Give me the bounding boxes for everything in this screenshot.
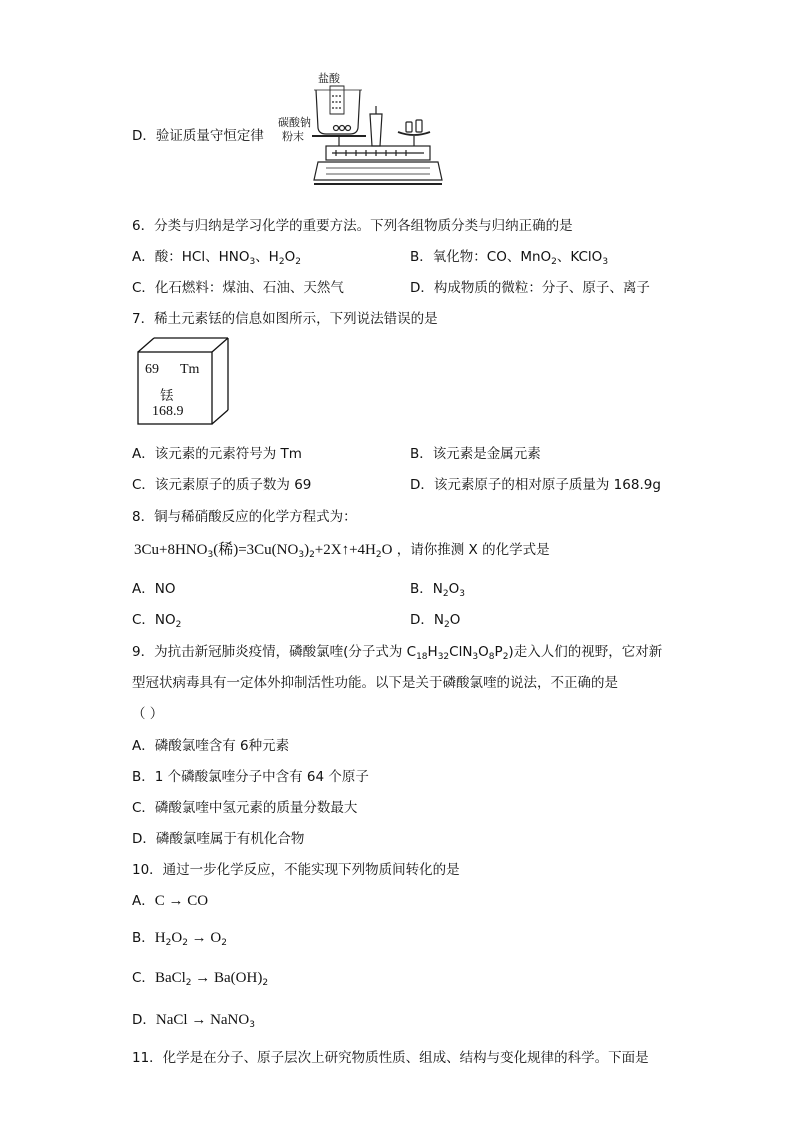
balance-figure <box>306 84 446 190</box>
q6-option-b <box>410 245 608 267</box>
sub: 3 <box>472 652 479 662</box>
q9-text: ClN <box>449 644 473 660</box>
q9-option-d: D．磷酸氯喹属于有机化合物 <box>132 831 305 847</box>
sub: 3 <box>298 550 305 560</box>
q9-text: H <box>427 644 438 660</box>
eq-part: 3Cu+8HNO <box>134 542 208 558</box>
sub: 3 <box>459 589 465 599</box>
q10-option-d <box>132 1008 255 1030</box>
opt-text: O <box>449 612 461 628</box>
q5-option-d: D．验证质量守恒定律 <box>132 128 264 144</box>
opt-expr: NaCl → NaNO <box>155 1012 250 1028</box>
opt-text: C．NO <box>132 612 176 628</box>
q7-option-d: D．该元素原子的相对原子质量为 168.9g <box>410 477 661 493</box>
opt-label: B． <box>132 930 155 946</box>
fig-label-powder-1: 碳酸钠 <box>278 116 311 129</box>
q8-stem: 8．铜与稀硝酸反应的化学方程式为： <box>132 509 357 525</box>
q6-b-text: B．氧化物：CO、MnO <box>410 249 552 265</box>
q9-stem-line3: （ ） <box>132 706 164 722</box>
q9-text: O <box>478 644 489 660</box>
sub: 2 <box>175 620 182 630</box>
q6-option-d: D．构成物质的微粒：分子、原子、离子 <box>410 280 650 296</box>
q9-option-c: C．磷酸氯喹中氢元素的质量分数最大 <box>132 800 358 816</box>
sub: 2 <box>262 978 269 988</box>
element-symbol: Tm <box>180 362 200 377</box>
q9-stem-line1 <box>132 640 662 662</box>
q6-a-text: A．酸：HCl、HNO <box>132 249 250 265</box>
opt-label: A． <box>132 893 155 909</box>
opt-text: D．N <box>410 612 444 628</box>
opt-expr: → Ba(OH) <box>191 970 263 986</box>
sub: 2 <box>309 550 315 560</box>
q10-option-c <box>132 966 268 988</box>
q10-option-a <box>132 889 208 910</box>
eq-part: +2X↑+4H <box>314 542 376 558</box>
q6-b-text: 、KClO <box>556 249 603 265</box>
eq-part: ) <box>304 542 310 558</box>
q9-stem-line2: 型冠状病毒具有一定体外抑制活性功能。以下是关于磷酸氯喹的说法，不正确的是 <box>132 675 618 691</box>
q7-option-a: A．该元素的元素符号为 Tm <box>132 446 302 462</box>
q6-option-a <box>132 245 301 267</box>
sub: 2 <box>502 652 509 662</box>
sub: 8 <box>488 652 495 662</box>
element-number: 69 <box>145 362 159 377</box>
opt-label: D． <box>132 1012 156 1028</box>
q10-option-b <box>132 926 227 948</box>
q9-option-a: A．磷酸氯喹含有 6种元素 <box>132 738 290 754</box>
q9-text: 9．为抗击新冠肺炎疫情，磷酸氯喹(分子式为 C <box>132 644 417 660</box>
sub: 32 <box>437 652 450 662</box>
fig-label-acid: 盐酸 <box>318 72 340 85</box>
eq-tail: ，请你推测 X 的化学式是 <box>396 542 550 558</box>
sub: 2 <box>185 978 192 988</box>
q6-stem: 6．分类与归纳是学习化学的重要方法。下列各组物质分类与归纳正确的是 <box>132 218 573 234</box>
opt-text: B．N <box>410 581 443 597</box>
q9-text: P <box>494 644 503 660</box>
q7-stem: 7．稀土元素铥的信息如图所示，下列说法错误的是 <box>132 311 438 327</box>
sub: 2 <box>182 938 188 948</box>
sub: 3 <box>207 550 214 560</box>
q10-stem: 10．通过一步化学反应，不能实现下列物质间转化的是 <box>132 862 460 878</box>
q8-option-a: A．NO <box>132 581 176 597</box>
sub: 3 <box>249 1020 255 1030</box>
q6-a-text: O <box>284 249 296 265</box>
sub: 18 <box>416 652 428 662</box>
sub: 2 <box>444 620 450 630</box>
opt-expr: C → CO <box>154 893 209 909</box>
sub: 2 <box>375 550 382 560</box>
eq-part: O <box>381 542 393 558</box>
q9-text: )走入人们的视野，它对新 <box>508 644 663 660</box>
opt-expr: BaCl <box>154 970 186 986</box>
fig-label-powder-2: 粉末 <box>282 130 304 143</box>
q9-option-b: B．1 个磷酸氯喹分子中含有 64 个原子 <box>132 769 369 785</box>
q8-option-d <box>410 608 460 630</box>
opt-expr: → O <box>187 930 222 946</box>
q8-equation <box>134 538 550 560</box>
opt-label: C． <box>132 970 155 986</box>
q11-stem: 11．化学是在分子、原子层次上研究物质性质、组成、结构与变化规律的科学。下面是 <box>132 1050 649 1066</box>
sub: 2 <box>295 257 301 267</box>
sub: 3 <box>602 257 609 267</box>
element-name: 铥 <box>160 388 174 404</box>
q7-option-b: B．该元素是金属元素 <box>410 446 541 462</box>
sub: 2 <box>551 257 557 267</box>
sub: 2 <box>442 589 449 599</box>
sub: 2 <box>278 257 285 267</box>
q6-option-c: C．化石燃料：煤油、石油、天然气 <box>132 280 344 296</box>
opt-expr: O <box>171 930 183 946</box>
q8-option-c <box>132 608 181 630</box>
q8-option-b <box>410 577 465 599</box>
sub: 3 <box>249 257 256 267</box>
sub: 2 <box>165 938 172 948</box>
element-card <box>136 336 232 428</box>
q7-option-c: C．该元素原子的质子数为 69 <box>132 477 312 493</box>
q6-a-text: 、H <box>255 249 279 265</box>
eq-part: (稀)=3Cu(NO <box>213 542 299 558</box>
opt-expr: H <box>154 930 166 946</box>
element-mass: 168.9 <box>152 404 184 419</box>
sub: 2 <box>221 938 227 948</box>
opt-text: O <box>448 581 460 597</box>
